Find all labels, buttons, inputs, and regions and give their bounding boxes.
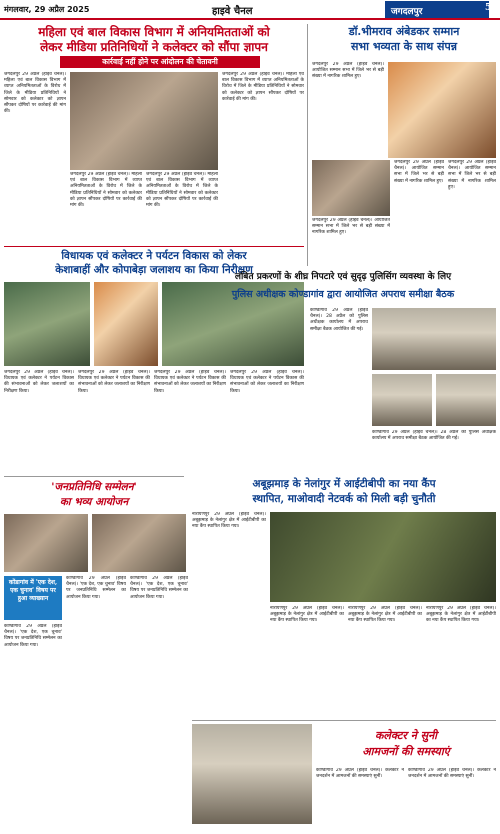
masthead (0, 0, 500, 20)
story1-body: जगदलपुर 29 अप्रैल (हाइवे चैनल)। महिला एवं बाल विकास विभाग में व्याप्त अनियमितताओं के विरोध में जिले के मीडिया प्रतिनिधियों ने सोमवार को कलेक्टर को ज्ञापन सौंपकर दोषियों पर कार्रवाई की मांग की। (4, 72, 66, 115)
story1-body-col4: जगदलपुर 29 अप्रैल (हाइवे चैनल)। महिला एवं बाल विकास विभाग में व्याप्त अनियमितताओं के विरोध में जिले के मीडिया प्रतिनिधियों ने सोमवार को कलेक्टर को ज्ञापन सौंपकर दोषियों पर कार्रवाई की मांग की। (222, 72, 304, 102)
story5-headline-1: 'जनप्रतिनिधि सम्मेलन' (51, 481, 137, 493)
page-number: 5 (485, 3, 492, 13)
story4-photo-3 (436, 374, 496, 426)
story3-photo-1 (4, 282, 90, 366)
story4-headline-2: पुलिस अधीक्षक कोण्डागांव द्वारा आयोजित अपराध समीक्षा बैठक (231, 289, 455, 300)
city-name: जगदलपुर (391, 7, 423, 17)
story6-body: नारायणपुर 29 अप्रैल (हाइवे चैनल)। अबूझमाड़ के नेलांगुर क्षेत्र में आईटीबीपी का नया कैंप स्थापित किया गया। (192, 512, 266, 530)
story5-headline-2: का भव्य आयोजन (59, 496, 129, 508)
story2-headline-2: सभा भव्यता के साथ संपन्न (350, 40, 458, 53)
story7-headline-1: कलेक्टर ने सुनी (374, 729, 438, 742)
story3-headline-1: विधायक एवं कलेक्टर ने पर्यटन विकास को लेकर (61, 250, 247, 262)
story3-body-col4: जगदलपुर 29 अप्रैल (हाइवे चैनल)। विधायक एवं कलेक्टर ने पर्यटन विकास की संभावनाओं को लेकर जलाशयों का निरीक्षण किया। (230, 370, 304, 394)
story3-body-col3: जगदलपुर 29 अप्रैल (हाइवे चैनल)। विधायक एवं कलेक्टर ने पर्यटन विकास की संभावनाओं को लेकर जलाशयों का निरीक्षण किया। (154, 370, 226, 394)
story4-photo-2 (372, 374, 432, 426)
story4-body: कोण्डागांव 29 अप्रैल (हाइवे चैनल)। 28 अप्रैल को पुलिस अधीक्षक कार्यालय में अपराध समीक्षा बैठक आयोजित की गई। (310, 308, 368, 332)
story2-headline-1: डॉ.भीमराव अंबेडकर सम्मान (348, 25, 460, 38)
story1-body-col2: जगदलपुर 29 अप्रैल (हाइवे चैनल)। महिला एवं बाल विकास विभाग में व्याप्त अनियमितताओं के विरोध में जिले के मीडिया प्रतिनिधियों ने सोमवार को कलेक्टर को ज्ञापन सौंपकर दोषियों पर कार्रवाई की मांग की। (70, 172, 142, 209)
story6-photo (270, 512, 496, 602)
section-rule-3 (192, 720, 496, 721)
story3-body-col2: जगदलपुर 29 अप्रैल (हाइवे चैनल)। विधायक एवं कलेक्टर ने पर्यटन विकास की संभावनाओं को लेकर जलाशयों का निरीक्षण किया। (78, 370, 150, 394)
story6-body-col4: नारायणपुर 29 अप्रैल (हाइवे चैनल)। अबूझमाड़ के नेलांगुर क्षेत्र में आईटीबीपी का नया कैंप स्थापित किया गया। (426, 606, 496, 624)
story1-photo (70, 72, 218, 170)
story2-photo-crowd (312, 160, 390, 216)
story5-body-col3: कोण्डागांव 29 अप्रैल (हाइवे चैनल)। 'एक देश, एक चुनाव' विषय पर जनप्रतिनिधि सम्मेलन का आयोजन किया गया। (130, 576, 188, 600)
section-rule (4, 246, 304, 247)
section-rule-2 (4, 476, 184, 477)
issue-date: मंगलवार, 29 अप्रैल 2025 (4, 5, 90, 14)
story1-body-col3: जगदलपुर 29 अप्रैल (हाइवे चैनल)। महिला एवं बाल विकास विभाग में व्याप्त अनियमितताओं के विरोध में जिले के मीडिया प्रतिनिधियों ने सोमवार को कलेक्टर को ज्ञापन सौंपकर दोषियों पर कार्रवाई की मांग की। (146, 172, 218, 209)
story5-photo (4, 514, 88, 572)
story6-headline-1: अबूझमाड़ के नेलांगुर में आईटीबीपी का नया कैंप (252, 478, 436, 490)
story1-headline-2: लेकर मीडिया प्रतिनिधियों ने कलेक्टर को सौंपा ज्ञापन (40, 40, 268, 54)
story5-photo-2 (92, 514, 186, 572)
story7-body-col2: कोण्डागांव 29 अप्रैल (हाइवे चैनल)। कलेक्टर ने जनदर्शन में आमजनों की समस्याएं सुनीं। (408, 768, 496, 780)
story3-photo-2 (94, 282, 158, 366)
story7-body: कोण्डागांव 29 अप्रैल (हाइवे चैनल)। कलेक्टर ने जनदर्शन में आमजनों की समस्याएं सुनीं। (316, 768, 404, 780)
story7-headline-2: आमजनों की समस्याएं (362, 745, 450, 758)
story5-body: कोण्डागांव 29 अप्रैल (हाइवे चैनल)। 'एक देश, एक चुनाव' विषय पर जनप्रतिनिधि सम्मेलन का आयोजन किया गया। (4, 624, 62, 648)
column-divider (307, 24, 308, 266)
newspaper-name: हाइवे चैनल (212, 6, 253, 17)
story4-headline-1: लंबित प्रकरणों के शीघ्र निपटारे एवं सुदृढ़ पुलिसिंग व्यवस्था के लिए (234, 272, 452, 282)
story7-photo (192, 724, 312, 824)
story3-headline-2: केशाबाहीं और कोपाबेड़ा जलाशय का किया निरीक्षण (55, 264, 253, 276)
story5-sidebox: कोंडागांव में 'एक देश, एक चुनाव' विषय पर हुआ व्याख्यान (4, 576, 62, 620)
story2-body-col3: जगदलपुर 29 अप्रैल (हाइवे चैनल)। आयोजित सम्मान सभा में जिले भर से बड़ी संख्या में नागरिक शामिल हुए। (448, 160, 496, 190)
story2-body: जगदलपुर 29 अप्रैल (हाइवे चैनल)। आयोजित सम्मान सभा में जिले भर से बड़ी संख्या में नागरिक शामिल हुए। (312, 62, 384, 80)
story2-body-col2: जगदलपुर 29 अप्रैल (हाइवे चैनल)। आयोजित सम्मान सभा में जिले भर से बड़ी संख्या में नागरिक शामिल हुए। (394, 160, 444, 184)
story4-body-col2: कोण्डागांव 29 अप्रैल (हाइवे चैनल)। 28 अप्रैल को पुलिस अधीक्षक कार्यालय में अपराध समीक्षा बैठक आयोजित की गई। (372, 430, 496, 442)
story3-body: जगदलपुर 29 अप्रैल (हाइवे चैनल)। विधायक एवं कलेक्टर ने पर्यटन विकास की संभावनाओं को लेकर जलाशयों का निरीक्षण किया। (4, 370, 74, 394)
story1-headline-1: महिला एवं बाल विकास विभाग में अनियमितताओं को (38, 25, 270, 39)
story4-photo-meeting (372, 308, 496, 370)
story6-body-col3: नारायणपुर 29 अप्रैल (हाइवे चैनल)। अबूझमाड़ के नेलांगुर क्षेत्र में आईटीबीपी का नया कैंप स्थापित किया गया। (348, 606, 422, 624)
story6-body-col2: नारायणपुर 29 अप्रैल (हाइवे चैनल)। अबूझमाड़ के नेलांगुर क्षेत्र में आईटीबीपी का नया कैंप स्थापित किया गया। (270, 606, 344, 624)
city-banner (385, 1, 492, 18)
story6-headline-2: स्थापित, माओवादी नेटवर्क को मिली बड़ी चुनौती (252, 493, 436, 505)
story2-body-col4: जगदलपुर 29 अप्रैल (हाइवे चैनल)। आयोजित सम्मान सभा में जिले भर से बड़ी संख्या में नागरिक शामिल हुए। (312, 218, 390, 236)
story1-kicker: कार्रवाई नहीं होने पर आंदोलन की चेतावनी (60, 56, 260, 68)
story2-photo-portrait (388, 62, 496, 158)
story5-body-col2: कोण्डागांव 29 अप्रैल (हाइवे चैनल)। 'एक देश, एक चुनाव' विषय पर जनप्रतिनिधि सम्मेलन का आयोजन किया गया। (66, 576, 126, 600)
